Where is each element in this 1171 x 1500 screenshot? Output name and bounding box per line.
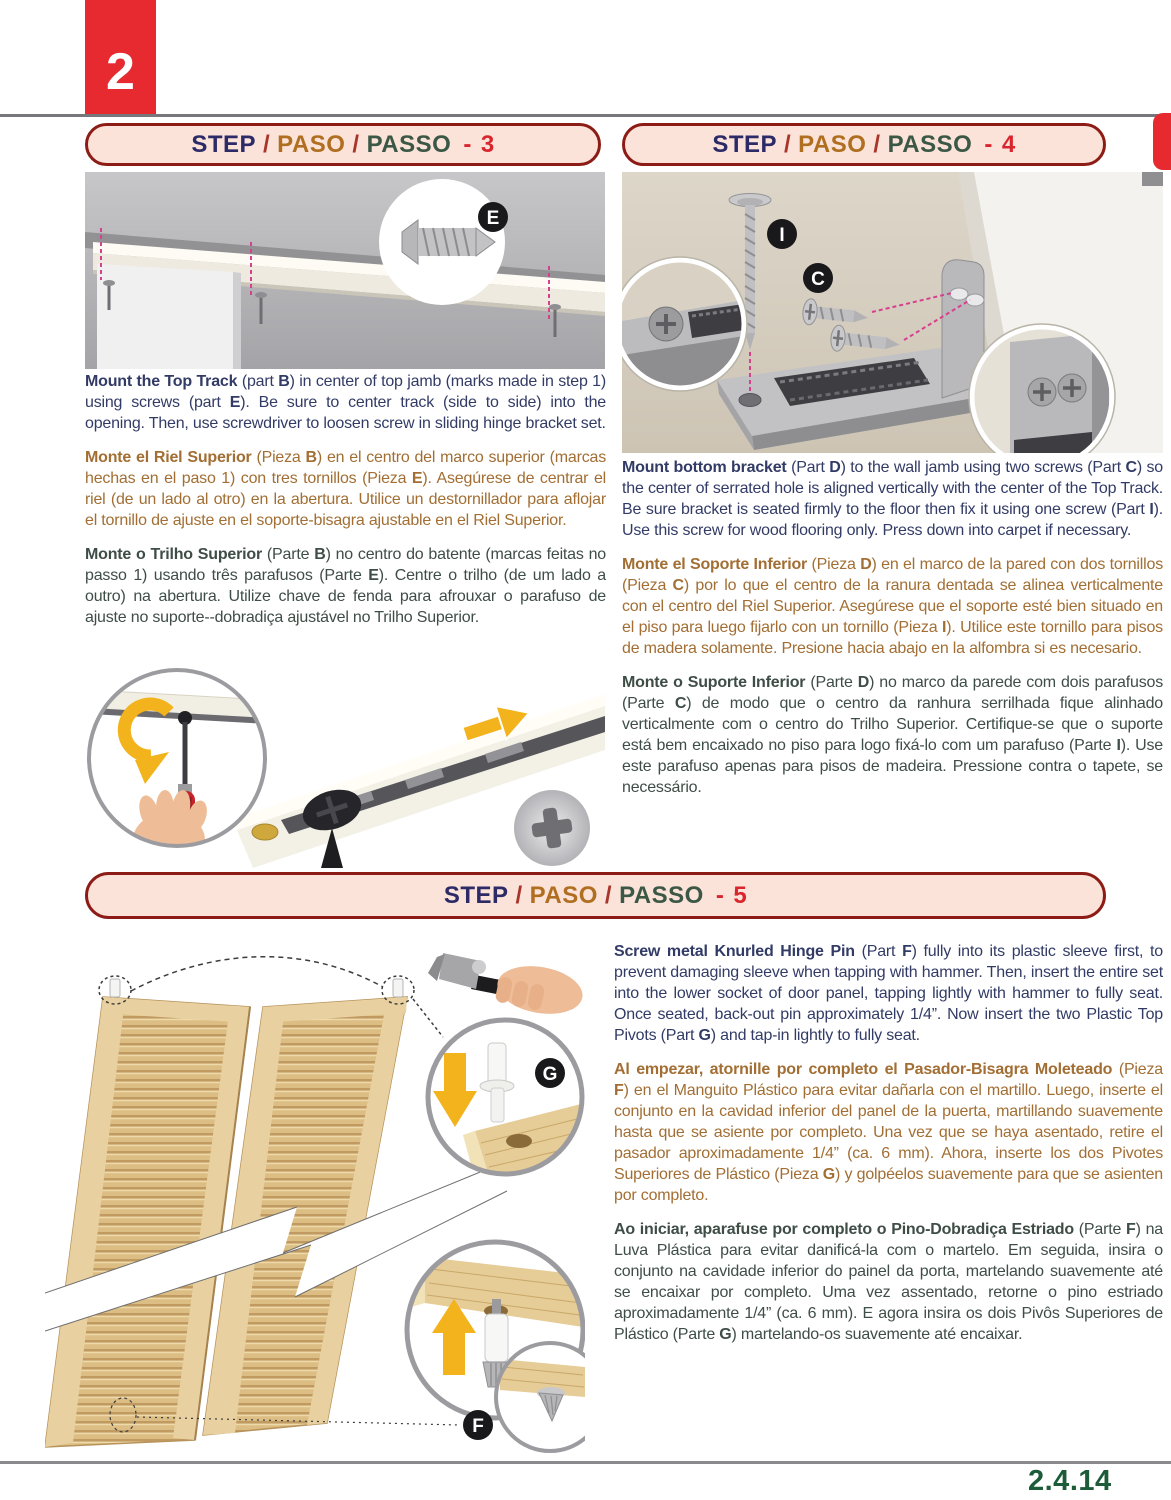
- section-tab: [85, 0, 156, 116]
- step5-text-portuguese: Ao iniciar, aparafuse por completo o Pino-Dobradiça Estriado (Parte F) na Luva Plástica para evitar danificá-la com o martelo. Em seguida, insira o conjunto na cavidade inferior do painel da porta, martelando suavemente até se encaixar por completo. Uma vez assentado, retorne o pino estriado aproximadamente 1/4” (ca. 6 mm). E agora insira os dois Pivôs Superiores de Plástico (Parte G) martelando-os suavemente até encaixar.: [614, 1221, 1163, 1343]
- step-word-en: STEP: [712, 130, 777, 158]
- left-door-jamb: [97, 264, 233, 369]
- step5-number: 5: [733, 881, 748, 909]
- part-label-i: [767, 219, 797, 249]
- step4-text-spanish: Monte el Soporte Inferior (Pieza D) en el marco de la pared con dos tornillos (Pieza C) por lo que el centro de la ranura dentada se alinea verticalmente con el centro del Riel Superior. Asegúrese que el soporte esté bien situado en el piso para luego fijarlo con un tornillo (Pieza I). Utilice este tornillo para pisos de madera solamente. Presione hacia abajo en la alfombra si es necesario.: [622, 556, 1163, 657]
- step5-header: [85, 872, 1106, 919]
- step4-header: [622, 123, 1106, 166]
- step-word-pt: PASSO: [366, 130, 452, 158]
- separator: /: [352, 130, 360, 158]
- part-label-e: [478, 202, 508, 232]
- page-number: 2.4.14: [1028, 1465, 1112, 1497]
- step5-text: [614, 941, 1163, 1358]
- step3-text: [85, 371, 606, 641]
- top-rule: [0, 114, 1171, 117]
- part-label-f: [463, 1410, 493, 1440]
- svg-text:I: I: [779, 225, 785, 246]
- figure-step5-door-pins: [45, 935, 585, 1460]
- up-arrow: [443, 1333, 465, 1375]
- part-label-c: [803, 263, 833, 293]
- separator: /: [604, 881, 613, 909]
- bottom-rule: [0, 1461, 1171, 1464]
- step-word-en: STEP: [443, 881, 509, 909]
- step3-text-spanish: Monte el Riel Superior (Pieza B) en el centro del marco superior (marcas hechas en el paso 1) con tres tornillos (Pieza E). Asegúrese de centrar el riel (de un lado al otro) en la abertura. Utilice un destornillador para aflojar el tornillo de ajuste en el soporte-bisagra ajustable en el Riel Superior.: [85, 449, 607, 529]
- screw-e-inset: [379, 179, 505, 305]
- step-word-es: PASO: [529, 881, 598, 909]
- svg-text:E: E: [486, 208, 500, 229]
- step3-text-english: Mount the Top Track (part B) in center of top jamb (marks made in step 1) using screws (part E). Be sure to center track (side to side) into the opening. Then, use screwdriver to loosen screw in sliding hinge bracket set.: [85, 373, 606, 432]
- step3-text-portuguese: Monte o Trilho Superior (Parte B) no centro do batente (marcas feitas no passo 1) usando três parafusos (Parte E). Centre o trilho (de um lado a outro) na abertura. Utilize chave de fenda para afrouxar o parafuso de ajuste no suporte--dobradiça ajustável no Trilho Superior.: [85, 546, 606, 626]
- step-word-es: PASO: [277, 130, 346, 158]
- step4-text: [622, 457, 1163, 811]
- figure-step3-top-track: [85, 172, 605, 369]
- brass-glide: [252, 824, 278, 840]
- figure-step4-bottom-bracket: [622, 172, 1163, 453]
- svg-text:G: G: [542, 1064, 558, 1085]
- hand: [133, 789, 211, 868]
- separator: /: [263, 130, 271, 158]
- step-word-en: STEP: [191, 130, 256, 158]
- dash: -: [463, 130, 472, 158]
- down-arrow: [444, 1053, 466, 1093]
- hammer-icon: [428, 953, 585, 1020]
- svg-text:F: F: [472, 1416, 484, 1437]
- top-pivot-left: [110, 979, 120, 997]
- step3-number: 3: [480, 130, 495, 158]
- svg-text:C: C: [811, 269, 825, 290]
- dash: -: [715, 881, 725, 909]
- floor-screw-hole: [739, 394, 761, 407]
- step5-text-spanish: Al empezar, atornille por completo el Pasador-Bisagra Moleteado (Pieza F) en el Manguito Plástico para evitar dañarla con el martillo. Luego, inserte el conjunto en la cavidad inferior del panel de la puerta, martillando suavemente hasta que se asiente por completo. Una vez que se haya asentado, retire el pasador aproximadamente 1/4” (ca. 6 mm). Ahora, inserte los dos Pivotes Superiores de Plástico (Pieza G) y golpéelos suavemente para que se asienten por completo.: [614, 1061, 1163, 1204]
- step4-text-portuguese: Monte o Suporte Inferior (Parte D) no marco da parede com dois parafusos (Parte C) de modo que o centro da ranhura serrilhada fique alinhado verticalmente com o centro do Trilho Superior. Certifique-se que o suporte está bem encaixado no piso para logo fixá-lo com um parafuso (Parte I). Use este parafuso apenas para pisos de madeira. Pressione contra o tapete, se necessário.: [622, 674, 1163, 796]
- top-pivot-right: [393, 979, 403, 997]
- separator: /: [873, 130, 881, 158]
- section-tab-number: 2: [106, 43, 135, 101]
- figure-step3-adjust-screw: [85, 660, 605, 868]
- phillips-screw-icon: [514, 790, 590, 866]
- step-word-es: PASO: [798, 130, 867, 158]
- step3-header: [85, 123, 601, 166]
- separator: /: [515, 881, 523, 909]
- step-word-pt: PASSO: [619, 881, 704, 909]
- plastic-sleeve: [485, 1314, 508, 1362]
- separator: /: [784, 130, 792, 158]
- step4-text-english: Mount bottom bracket (Part D) to the wall jamb using two screws (Part C) so the center of serrated hole is aligned vertically with the center of the Top Track. Be sure bracket is seated firmly to the floor then fix it using one screw (Part I). Use this screw for wood flooring only. Press down into carpet if necessary.: [622, 459, 1163, 539]
- part-label-g: [535, 1058, 565, 1088]
- hand: [494, 960, 585, 1020]
- step5-text-english: Screw metal Knurled Hinge Pin (Part F) fully into its plastic sleeve first, to prevent damaging sleeve when tapping with hammer. Then, insert the entire set into the lower socket of door panel, tapping lightly with hammer to fully seat. Once seated, back-out pin approximately 1/4”. Now insert the two Plastic Top Pivots (Part G) and tap-in lightly to fully seat.: [614, 943, 1164, 1044]
- dash: -: [984, 130, 993, 158]
- step-word-pt: PASSO: [887, 130, 973, 158]
- knurled-pin-tip: [492, 1299, 501, 1315]
- plastic-top-pivot: [488, 1043, 506, 1085]
- edge-index-tab: [1153, 113, 1171, 170]
- step4-number: 4: [1001, 130, 1016, 158]
